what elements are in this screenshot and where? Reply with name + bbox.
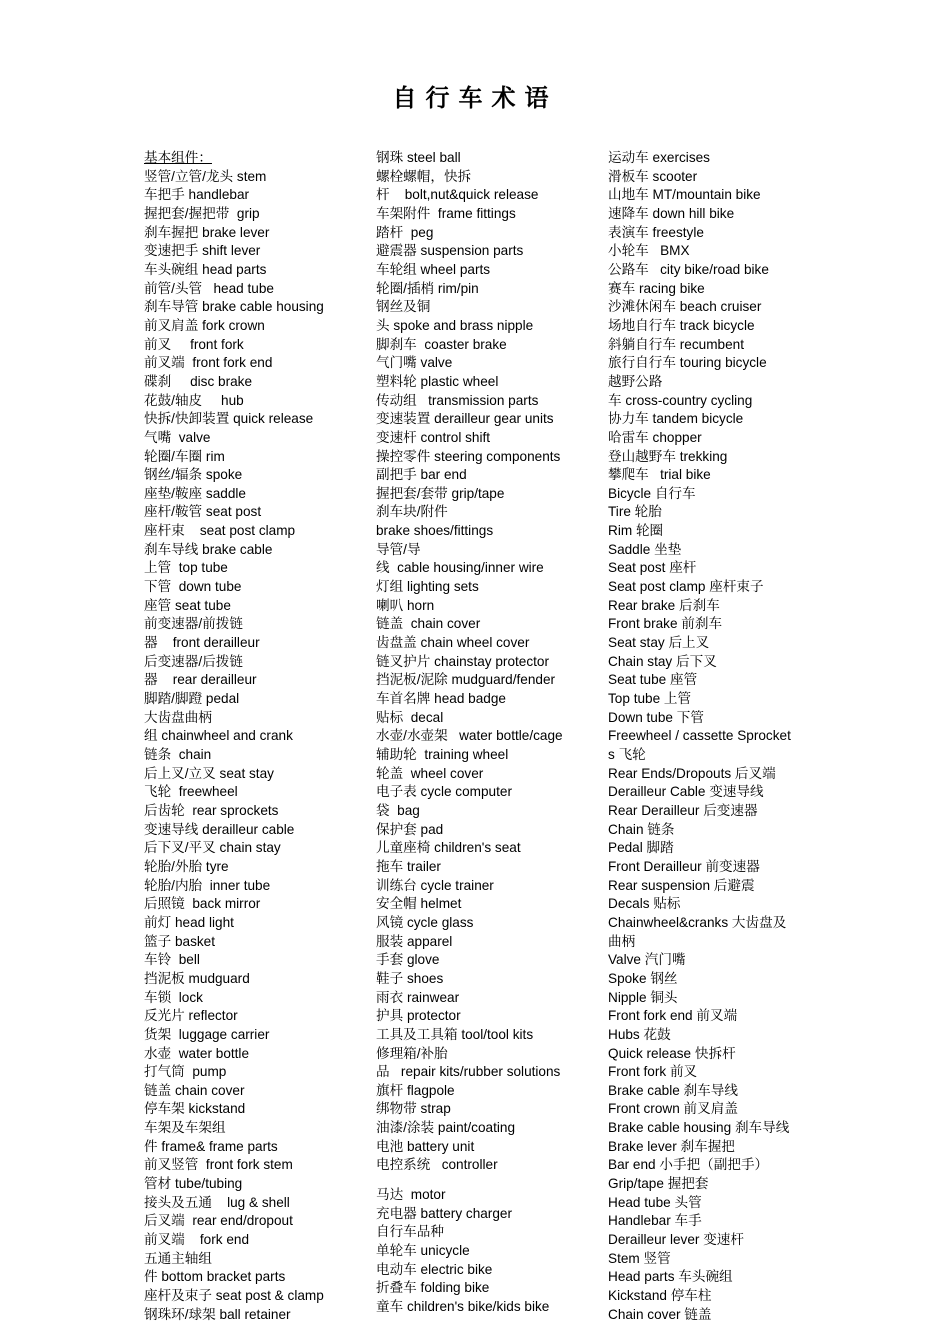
term-line: 踏杆 peg — [376, 224, 434, 240]
term-line: 刹车导管 brake cable housing — [144, 299, 324, 315]
term-column-3 — [608, 149, 818, 1324]
term-line: 工具及工具箱 tool/tool kits — [376, 1026, 534, 1042]
term-line: 钢珠 steel ball — [376, 150, 461, 165]
term-line: 曲柄 — [608, 933, 636, 949]
term-line: 风镜 cycle glass — [376, 914, 474, 930]
term-line: 接头及五通 lug & shell — [144, 1194, 290, 1210]
term-line: 车 cross-country cycling — [608, 392, 753, 408]
term-line: 安全帽 helmet — [376, 896, 462, 912]
term-line: Bicycle 自行车 — [608, 485, 696, 501]
term-line: 刹车握把 brake lever — [144, 224, 270, 240]
term-line: 拖车 trailer — [376, 858, 441, 874]
term-line: 保护套 pad — [376, 821, 444, 837]
term-line: 折叠车 folding bike — [376, 1280, 490, 1296]
term-line: 链叉护片 chainstay protector — [376, 653, 550, 669]
term-line: 气门嘴 valve — [376, 355, 453, 371]
term-line: 变速装置 derailleur gear units — [376, 411, 554, 427]
term-line: Saddle 坐垫 — [608, 541, 682, 557]
term-line: 钢丝/辐条 spoke — [144, 467, 243, 483]
term-line: Down tube 下管 — [608, 709, 704, 725]
term-line: 件 bottom bracket parts — [144, 1269, 286, 1285]
term-line: 车轮组 wheel parts — [376, 261, 491, 277]
term-line: 握把套/套带 grip/tape — [376, 485, 505, 501]
term-line: 前叉肩盖 fork crown — [144, 317, 265, 333]
spacer — [376, 1175, 563, 1186]
term-line: Chain 链条 — [608, 821, 675, 837]
term-line: Handlebar 车手 — [608, 1213, 702, 1229]
term-line: 手套 glove — [376, 952, 440, 968]
term-line: 头 spoke and brass nipple — [376, 317, 534, 333]
term-line: Brake cable housing 刹车导线 — [608, 1120, 790, 1136]
term-line: 儿童座椅 children's seat — [376, 840, 521, 856]
term-line: 表演车 freestyle — [608, 224, 704, 240]
term-line: 速降车 down hill bike — [608, 205, 735, 221]
term-line: 操控零件 steering components — [376, 448, 561, 464]
term-line: 前变速器/前拨链 — [144, 616, 243, 632]
term-line: 刹车导线 brake cable — [144, 541, 273, 557]
term-line: 自行车品种 — [376, 1224, 444, 1240]
term-line: 链盖 chain cover — [144, 1082, 245, 1098]
term-line: 变速把手 shift lever — [144, 243, 261, 259]
term-line: 车首名牌 head badge — [376, 691, 506, 707]
term-line: 沙滩休闲车 beach cruiser — [608, 299, 762, 315]
term-line: Front fork end 前叉端 — [608, 1008, 738, 1024]
term-line: 导管/导 — [376, 541, 421, 557]
term-line: 避震器 suspension parts — [376, 243, 524, 259]
term-line: 滑板车 scooter — [608, 168, 698, 184]
term-line: 油漆/涂装 paint/coating — [376, 1120, 516, 1136]
term-line: Chain cover 链盖 — [608, 1306, 712, 1322]
term-line: 塑料轮 plastic wheel — [376, 373, 499, 389]
term-line: Grip/tape 握把套 — [608, 1176, 709, 1192]
term-line: 后齿轮 rear sprockets — [144, 802, 279, 818]
term-line: Head tube 头管 — [608, 1194, 702, 1210]
term-line: 五通主轴组 — [144, 1250, 212, 1266]
term-line: Chain stay 后下叉 — [608, 653, 717, 669]
term-line: 电动车 electric bike — [376, 1261, 493, 1277]
term-line: 挡泥板/泥除 mudguard/fender — [376, 672, 556, 688]
term-line: 脚踏/脚蹬 pedal — [144, 691, 240, 707]
term-line: Rear suspension 后避震 — [608, 877, 755, 893]
term-line: 哈雷车 chopper — [608, 429, 702, 445]
term-line: 篮子 basket — [144, 933, 216, 949]
term-line: 车架附件 frame fittings — [376, 205, 516, 221]
term-line: Head parts 车头碗组 — [608, 1269, 733, 1285]
term-line: 前叉端 fork end — [144, 1232, 250, 1248]
term-line: 电池 battery unit — [376, 1138, 475, 1154]
term-line: Decals 贴标 — [608, 896, 681, 912]
term-line: 组 chainwheel and crank — [144, 728, 293, 744]
term-line: 后叉端 rear end/dropout — [144, 1213, 293, 1229]
term-line: 轮胎/外胎 tyre — [144, 858, 229, 874]
term-line: 前管/头管 head tube — [144, 280, 274, 296]
term-line: 钢珠环/球架 ball retainer — [144, 1306, 291, 1322]
term-line: 轮圈/插梢 rim/pin — [376, 280, 479, 296]
term-line: 山地车 MT/mountain bike — [608, 187, 761, 203]
term-line: 服装 apparel — [376, 933, 453, 949]
term-line: 车把手 handlebar — [144, 187, 250, 203]
term-line: 碟刹 disc brake — [144, 373, 253, 389]
term-line: 变速杆 control shift — [376, 429, 491, 445]
term-line: 副把手 bar end — [376, 467, 467, 483]
term-line: 线 cable housing/inner wire — [376, 560, 544, 576]
term-line: 越野公路 — [608, 373, 663, 389]
term-line: 旅行自行车 touring bicycle — [608, 355, 767, 371]
term-line: Front Derailleur 前变速器 — [608, 858, 760, 874]
term-line: Hubs 花鼓 — [608, 1026, 671, 1042]
term-line: 绑物带 strap — [376, 1101, 451, 1117]
term-line: 辅助轮 training wheel — [376, 747, 509, 762]
term-line: 上管 top tube — [144, 560, 228, 576]
term-line: s 飞轮 — [608, 747, 646, 762]
term-line: 后上叉/立叉 seat stay — [144, 765, 274, 781]
term-line: 管材 tube/tubing — [144, 1176, 243, 1192]
term-line: Spoke 钢丝 — [608, 970, 678, 986]
term-line: 水壶/水壶架 water bottle/cage — [376, 728, 563, 744]
term-line: 车铃 bell — [144, 952, 200, 968]
term-line: Seat post clamp 座杆束子 — [608, 579, 764, 595]
term-line: 后变速器/后拨链 — [144, 653, 243, 669]
term-line: 灯组 lighting sets — [376, 579, 479, 595]
term-line: 钢丝及铜 — [376, 299, 431, 315]
term-line: 品 repair kits/rubber solutions — [376, 1064, 561, 1080]
term-line: 童车 children's bike/kids bike — [376, 1299, 550, 1315]
term-line: 轮圈/车圈 rim — [144, 448, 225, 464]
term-line: Seat tube 座管 — [608, 672, 698, 688]
term-line: 座杆及束子 seat post & clamp — [144, 1288, 324, 1304]
term-line: Quick release 快拆杆 — [608, 1045, 736, 1061]
term-line: Pedal 脚踏 — [608, 840, 674, 856]
term-line: 贴标 decal — [376, 709, 444, 725]
term-line: 登山越野车 trekking — [608, 448, 728, 464]
term-line: Bar end 小手把（副把手） — [608, 1157, 769, 1173]
term-line: 旗杆 flagpole — [376, 1082, 455, 1098]
term-line: 轮盖 wheel cover — [376, 765, 484, 781]
term-line: 气嘴 valve — [144, 429, 211, 445]
term-line: Seat stay 后上叉 — [608, 635, 710, 651]
term-line: 杆 bolt,nut&quick release — [376, 187, 539, 203]
term-line: 脚刹车 coaster brake — [376, 336, 507, 352]
term-line: Top tube 上管 — [608, 691, 692, 707]
term-line: 小轮车 BMX — [608, 243, 690, 259]
term-line: 座杆束 seat post clamp — [144, 523, 296, 539]
term-line: Rear Ends/Dropouts 后叉端 — [608, 765, 776, 781]
term-column-2 — [376, 149, 563, 1317]
term-line: Brake lever 刹车握把 — [608, 1138, 735, 1154]
term-line: 协力车 tandem bicycle — [608, 411, 744, 427]
term-line: 竖管/立管/龙头 stem — [144, 168, 267, 184]
term-line: 运动车 exercises — [608, 150, 710, 165]
term-line: 打气筒 pump — [144, 1064, 227, 1080]
page-title: 自行车术语 — [392, 83, 558, 112]
term-line: 货架 luggage carrier — [144, 1026, 270, 1042]
term-column-1 — [144, 149, 324, 1324]
term-line: 变速导线 derailleur cable — [144, 821, 295, 837]
term-line: 传动组 transmission parts — [376, 392, 539, 408]
term-line: Rim 轮圈 — [608, 523, 664, 539]
term-line: 器 front derailleur — [144, 635, 260, 651]
term-line: 斜躺自行车 recumbent — [608, 336, 744, 352]
term-line: 充电器 battery charger — [376, 1205, 512, 1221]
term-line: 车头碗组 head parts — [144, 261, 267, 277]
term-line: Tire 轮胎 — [608, 504, 662, 520]
term-line: 刹车块/附件 — [376, 504, 448, 520]
term-line: 件 frame& frame parts — [144, 1138, 278, 1154]
term-line: 座垫/鞍座 saddle — [144, 485, 246, 501]
term-line: 后下叉/平叉 chain stay — [144, 840, 281, 856]
term-line: Chainwheel&cranks 大齿盘及 — [608, 914, 787, 930]
term-line: Freewheel / cassette Sprocket — [608, 728, 791, 744]
term-line: Nipple 铜头 — [608, 989, 678, 1005]
term-line: Front fork 前叉 — [608, 1064, 698, 1080]
term-line: Rear brake 后刹车 — [608, 597, 720, 613]
term-line: 花鼓/轴皮 hub — [144, 392, 244, 408]
term-line: 袋 bag — [376, 802, 420, 818]
term-line: 雨衣 rainwear — [376, 989, 460, 1005]
term-line: 快拆/快卸装置 quick release — [144, 411, 314, 427]
term-line: 公路车 city bike/road bike — [608, 261, 769, 277]
term-line: brake shoes/fittings — [376, 523, 494, 539]
term-line: 喇叭 horn — [376, 597, 435, 613]
term-line: 电子表 cycle computer — [376, 784, 512, 800]
term-line: 后照镜 back mirror — [144, 896, 261, 912]
term-line: Rear Derailleur 后变速器 — [608, 802, 758, 818]
term-line: 修理箱/补胎 — [376, 1045, 448, 1061]
term-line: 赛车 racing bike — [608, 280, 705, 296]
term-line: 前叉竖管 front fork stem — [144, 1157, 293, 1173]
term-line: Kickstand 停车柱 — [608, 1288, 712, 1304]
term-line: Stem 竖管 — [608, 1250, 671, 1266]
term-line: 攀爬车 trial bike — [608, 467, 711, 483]
term-line: 鞋子 shoes — [376, 970, 444, 986]
term-line: Seat post 座杆 — [608, 560, 697, 576]
term-line: Front brake 前刹车 — [608, 616, 723, 632]
term-line: Brake cable 刹车导线 — [608, 1082, 738, 1098]
term-line: 电控系统 controller — [376, 1157, 498, 1173]
section-heading: 基本组件： — [144, 150, 212, 165]
term-line: 前灯 head light — [144, 914, 234, 930]
term-line: 车锁 lock — [144, 989, 203, 1005]
term-line: Derailleur lever 变速杆 — [608, 1232, 744, 1248]
term-line: 飞轮 freewheel — [144, 784, 238, 800]
term-line: 前叉端 front fork end — [144, 355, 273, 371]
term-line: 训练台 cycle trainer — [376, 877, 494, 893]
term-line: 车架及车架组 — [144, 1120, 226, 1136]
term-line: 单轮车 unicycle — [376, 1243, 470, 1259]
term-line: 前叉 front fork — [144, 336, 244, 352]
term-line: 座管 seat tube — [144, 597, 231, 613]
term-line: 挡泥板 mudguard — [144, 970, 250, 986]
term-line: Valve 汽门嘴 — [608, 952, 686, 968]
term-line: 反光片 reflector — [144, 1008, 238, 1024]
term-line: 螺栓螺帽，快拆 — [376, 168, 472, 184]
term-line: 护具 protector — [376, 1008, 461, 1024]
term-line: 握把套/握把带 grip — [144, 205, 260, 221]
term-line: 马达 motor — [376, 1187, 446, 1203]
term-line: 座杆/鞍管 seat post — [144, 504, 262, 520]
term-line: 链盖 chain cover — [376, 616, 481, 632]
term-line: 场地自行车 track bicycle — [608, 317, 755, 333]
term-line: Derailleur Cable 变速导线 — [608, 784, 764, 800]
term-line: 下管 down tube — [144, 579, 242, 595]
term-line: 轮胎/内胎 inner tube — [144, 877, 271, 893]
term-line: Front crown 前叉肩盖 — [608, 1101, 738, 1117]
term-line: 大齿盘曲柄 — [144, 709, 212, 725]
term-line: 停车架 kickstand — [144, 1101, 246, 1117]
term-line: 链条 chain — [144, 747, 212, 762]
term-line: 器 rear derailleur — [144, 672, 257, 688]
term-line: 齿盘盖 chain wheel cover — [376, 635, 530, 651]
term-line: 水壶 water bottle — [144, 1045, 250, 1061]
